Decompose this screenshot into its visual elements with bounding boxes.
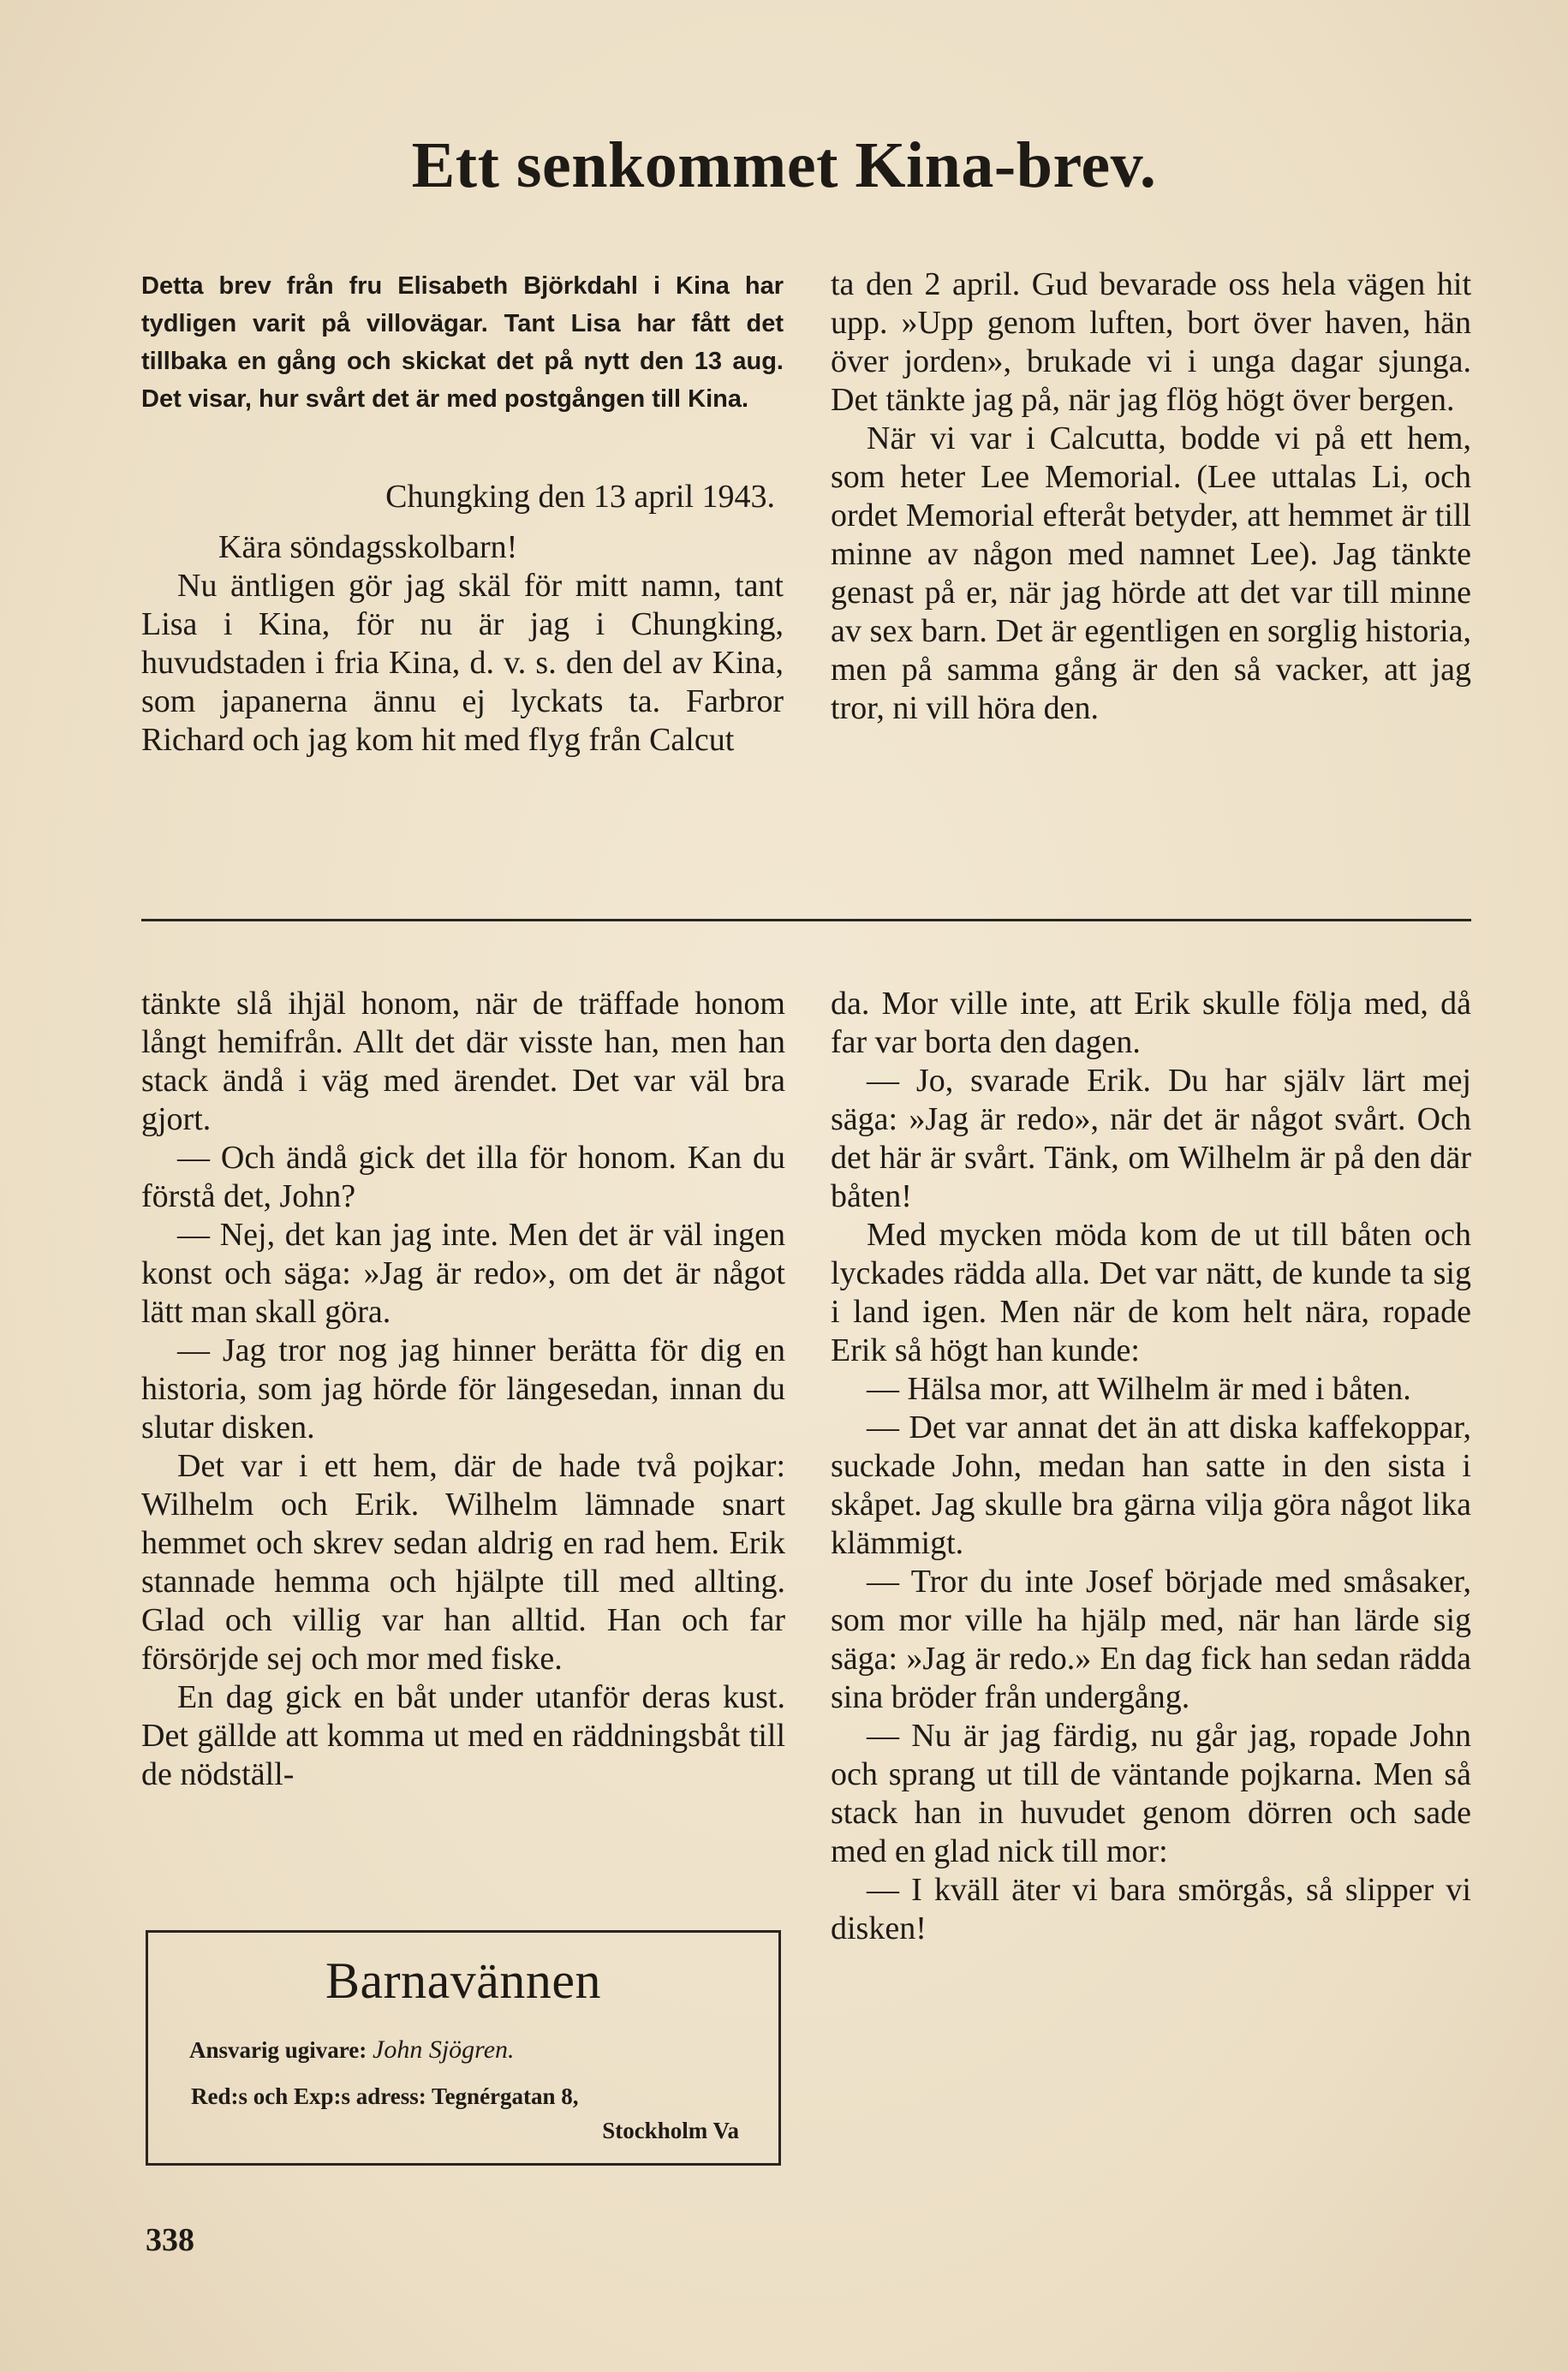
- page-number: 338: [146, 2222, 194, 2258]
- story-paragraph: — I kväll äter vi bara smörgås, så slipper vi disken!: [831, 1872, 1471, 1946]
- letter-paragraph: När vi var i Calcutta, bodde vi på ett hem, som heter Lee Memorial. (Lee uttalas Li, och ordet Memorial efteråt betyder, att hemmet är till minne av någon med namnet Lee). Jag tänkte genast på er, när jag hörde att det var till minne av sex barn. Det är egentligen en sorglig historia, men på samma gång är den så vacker, att jag tror, ni vill höra den.: [831, 420, 1471, 726]
- imprint-publisher-label: Ansvarig ugivare:: [189, 2037, 367, 2063]
- story-paragraph: — Tror du inte Josef började med småsaker, som mor ville ha hjälp med, när han lärde sig säga: »Jag är redo.» En dag fick han sedan rädda sina bröder från undergång.: [831, 1564, 1471, 1715]
- story-right-column: [831, 985, 1471, 1948]
- imprint-address-label: Red:s och Exp:s adress:: [191, 2083, 426, 2109]
- imprint-publisher: [189, 2033, 778, 2067]
- imprint-address-city: Stockholm Va: [602, 2118, 739, 2143]
- letter-dateline: Chungking den 13 april 1943.: [385, 479, 775, 515]
- story-paragraph: — Jag tror nog jag hinner berätta för dig en historia, som jag hörde för längesedan, innan du slutar disken.: [141, 1332, 785, 1445]
- imprint-address-street: Tegnérgatan 8,: [432, 2083, 579, 2109]
- story-paragraph: Med mycken möda kom de ut till båten och lyckades rädda alla. Det var nätt, de kunde ta sig i land igen. Men när de kom helt nära, ropade Erik så högt han kunde:: [831, 1217, 1471, 1368]
- story-paragraph: — Det var annat det än att diska kaffekoppar, suckade John, medan han satte in den sista i skåpet. Jag skulle bra gärna vilja göra något lika klämmigt.: [831, 1409, 1471, 1561]
- story-paragraph: — Nej, det kan jag inte. Men det är väl ingen konst och säga: »Jag är redo», om det är något lätt man skall göra.: [141, 1217, 785, 1330]
- letter-paragraph: Nu äntligen gör jag skäl för mitt namn, tant Lisa i Kina, för nu är jag i Chungking, huvudstaden i fria Kina, d. v. s. den del av Kina, som japanerna ännu ej lyckats ta. Farbror Richard och jag kom hit med flyg från Calcut: [141, 568, 784, 758]
- story-paragraph: — Nu är jag färdig, nu går jag, ropade John och sprang ut till de väntande pojkarna. Men så stack han in huvudet genom dörren och sade med en glad nick till mor:: [831, 1718, 1471, 1869]
- imprint-publisher-name: John Sjögren.: [373, 2035, 515, 2064]
- editor-intro: Detta brev från fru Elisabeth Björkdahl i Kina har tydligen varit på villovägar. Tant Lisa har fått det tillbaka en gång och skickat det på nytt den 13 aug. Det visar, hur svårt det är med postgången till Kina.: [141, 272, 784, 413]
- story-paragraph: da. Mor ville inte, att Erik skulle följa med, då far var borta den dagen.: [831, 986, 1471, 1060]
- letter-paragraph-continued: ta den 2 april. Gud bevarade oss hela vägen hit upp. »Upp genom luften, bort över haven, hän över jorden», brukade vi i unga dagar sjunga. Det tänkte jag på, när jag flög högt över bergen.: [831, 266, 1471, 418]
- letter-salutation: Kära söndagsskolbarn!: [218, 529, 518, 565]
- letter-left-column: [141, 267, 784, 798]
- imprint-address: [191, 2079, 778, 2113]
- story-paragraph: En dag gick en båt under utanför deras kust. Det gällde att komma ut med en räddningsbåt till de nödställ-: [141, 1679, 785, 1792]
- story-paragraph: Det var i ett hem, där de hade två pojkar: Wilhelm och Erik. Wilhelm lämnade snart hemmet och skrev sedan aldrig en rad hem. Erik stannade hemma och hjälpte till med allting. Glad och villig var han alltid. Han och far försörjde sej och mor med fiske.: [141, 1448, 785, 1677]
- imprint-title: Barnavännen: [325, 1952, 602, 2009]
- imprint-box: [146, 1930, 781, 2166]
- story-paragraph: — Och ändå gick det illa för honom. Kan du förstå det, John?: [141, 1140, 785, 1214]
- story-paragraph: tänkte slå ihjäl honom, när de träffade honom långt hemifrån. Allt det där visste han, men han stack ändå i väg med ärendet. Det var väl bra gjort.: [141, 986, 785, 1137]
- section-divider: [141, 919, 1471, 921]
- story-left-column: [141, 985, 785, 1794]
- article-title: Ett senkommet Kina-brev.: [411, 129, 1157, 201]
- letter-right-column: [831, 265, 1471, 728]
- story-paragraph: — Jo, svarade Erik. Du har själv lärt mej säga: »Jag är redo», när det är något svårt. Och det här är svårt. Tänk, om Wilhelm är på den där båten!: [831, 1063, 1471, 1214]
- story-paragraph: — Hälsa mor, att Wilhelm är med i båten.: [867, 1371, 1411, 1407]
